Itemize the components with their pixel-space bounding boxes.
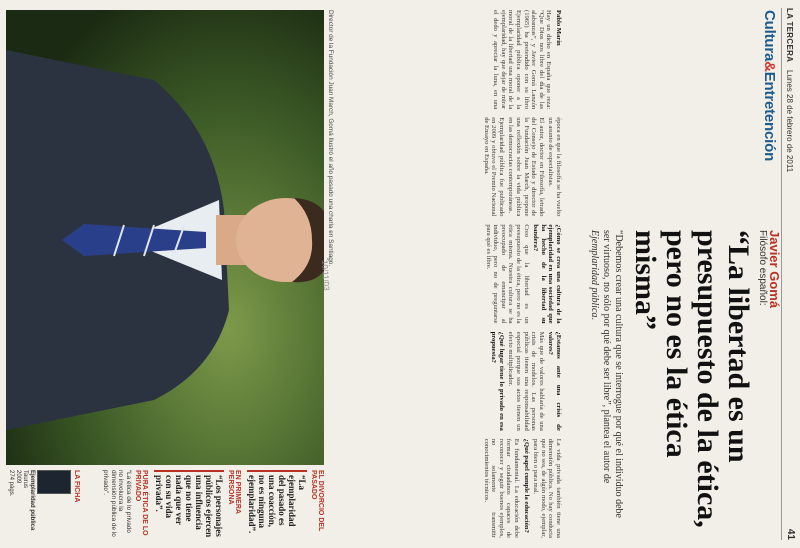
pull-quote: “La ejemplaridad del pasado es una coacción, no es ninguna ejemplaridad”. — [247, 470, 307, 538]
article-body — [332, 10, 562, 538]
ficha-publisher: Taurus — [22, 470, 28, 489]
portrait-photo — [6, 10, 324, 465]
portrait-illustration — [6, 10, 324, 465]
deck — [588, 230, 624, 530]
interviewee-name: Javier Gomá — [767, 230, 782, 309]
interview-question: ¿Qué lugar tiene lo privado en esa propuesta? — [490, 331, 505, 431]
interviewee-role: Filósofo español: — [757, 230, 768, 306]
interview-question: ¿Qué papel cumple la educación? — [522, 438, 530, 533]
masthead-bar — [781, 8, 796, 540]
ficha-pages: 274 págs. — [8, 470, 14, 497]
ficha-year: 2009 — [15, 470, 21, 484]
deck-text: “Debemos crear una cultura que se interrogue por qué el individuo debe ser virtuoso, no sólo por qué debe ser libre”, plantea el autor de — [601, 230, 624, 518]
ficha-book: Ejemplaridad pública — [29, 470, 35, 531]
sidebar-label: PURA ÉTICA DE LO PRIVADO — [133, 470, 149, 536]
section-part-1: Cultura — [761, 10, 778, 62]
interview-question: ¿Cómo se crea una cultura de la ejemplaridad en una sociedad que ha hecho de la libertad su bandera? — [532, 224, 562, 324]
ficha-title: LA FICHA — [73, 470, 80, 503]
book-info-box — [6, 470, 80, 538]
body-paragraph: Es fundamental. La educación debe formar ciudadanos capaces de reconocer y seguir buenos ejemplos, no solamente transmitir conocimientos técnicos. — [482, 438, 521, 538]
deck-book-title: Ejemplaridad pública — [589, 230, 600, 318]
body-paragraph: Creo que la libertad es un presupuesto de la ética, pero no es la ética misma. Nuestra cultura se ha preocupado de emancipar al individuo, pero no de preguntarse para qué es libre. — [484, 224, 530, 324]
section-ampersand: & — [761, 61, 778, 72]
page-number: 41 — [785, 528, 796, 540]
photo-caption: Director de la Fundación Juan March, Gomá Ilustró el año pasado una charla en Santiago. — [327, 10, 334, 267]
sidebar-label: EL DIVORCIO DEL PASADO — [309, 470, 324, 532]
body-paragraph: El autor, doctor en Filosofía, letrado del Consejo de Estado y director de la Fundación Juan March, propone una reflexión sobre la vida pública en las democracias contemporáneas. — [507, 117, 545, 217]
body-paragraph: La vida privada también tiene una dimensión pública. No hay conducta que no sea, de algún modo, ejemplar, para bien o para mal. — [532, 438, 562, 538]
pull-quote: “Los personajes públicos ejercen una influencia que no tiene nada que ver con su vida privada”. — [154, 470, 224, 538]
deck-end: . — [589, 317, 600, 320]
book-cover-image — [37, 470, 71, 494]
interview-question: ¿Estamos ante una crisis de valores? — [547, 331, 562, 431]
section-part-2: Entretención — [761, 71, 778, 162]
dateline: Pablo Marín — [555, 10, 562, 46]
body-paragraph: Ejemplaridad pública fue publicado en 2009 y obtuvo el Premio Nacional de Ensayo en España. — [482, 117, 505, 217]
sidebar-text: “La ética de lo privado no involucra la dimensión pública de lo privado”. — [102, 470, 132, 537]
paper-name: LA TERCERA — [785, 8, 794, 63]
body-paragraph: Más que de valores hablaría de una crisis de modelos. Las personas públicas tienen una responsabilidad especial porque sus actos tienen un efecto multiplicador. — [507, 331, 545, 431]
handwritten-note: 10/11/03 — [319, 259, 332, 291]
body-paragraph: Hay un dicho en España que reza: “Que Dios nos libre del día de las alabanzas”, y Javier Gomá Lanzón (1965) ha pretendido con su libro Ejemplaridad pública oponer a la moral de la libertad una moral de la ejemplaridad, hay que dejar de mirar el dedo y apreciar la luna, en una época en que la filosofía se ha vuelto un asunto de especialistas. — [492, 10, 562, 217]
sidebar-label: EN PRIMERA PERSONA — [226, 470, 242, 514]
section-title — [761, 10, 778, 161]
headline: “La libertad es un presupuesto de la ética, pero no es la ética misma” — [629, 230, 755, 528]
issue-date: Lunes 28 de febrero de 2011 — [785, 70, 794, 173]
